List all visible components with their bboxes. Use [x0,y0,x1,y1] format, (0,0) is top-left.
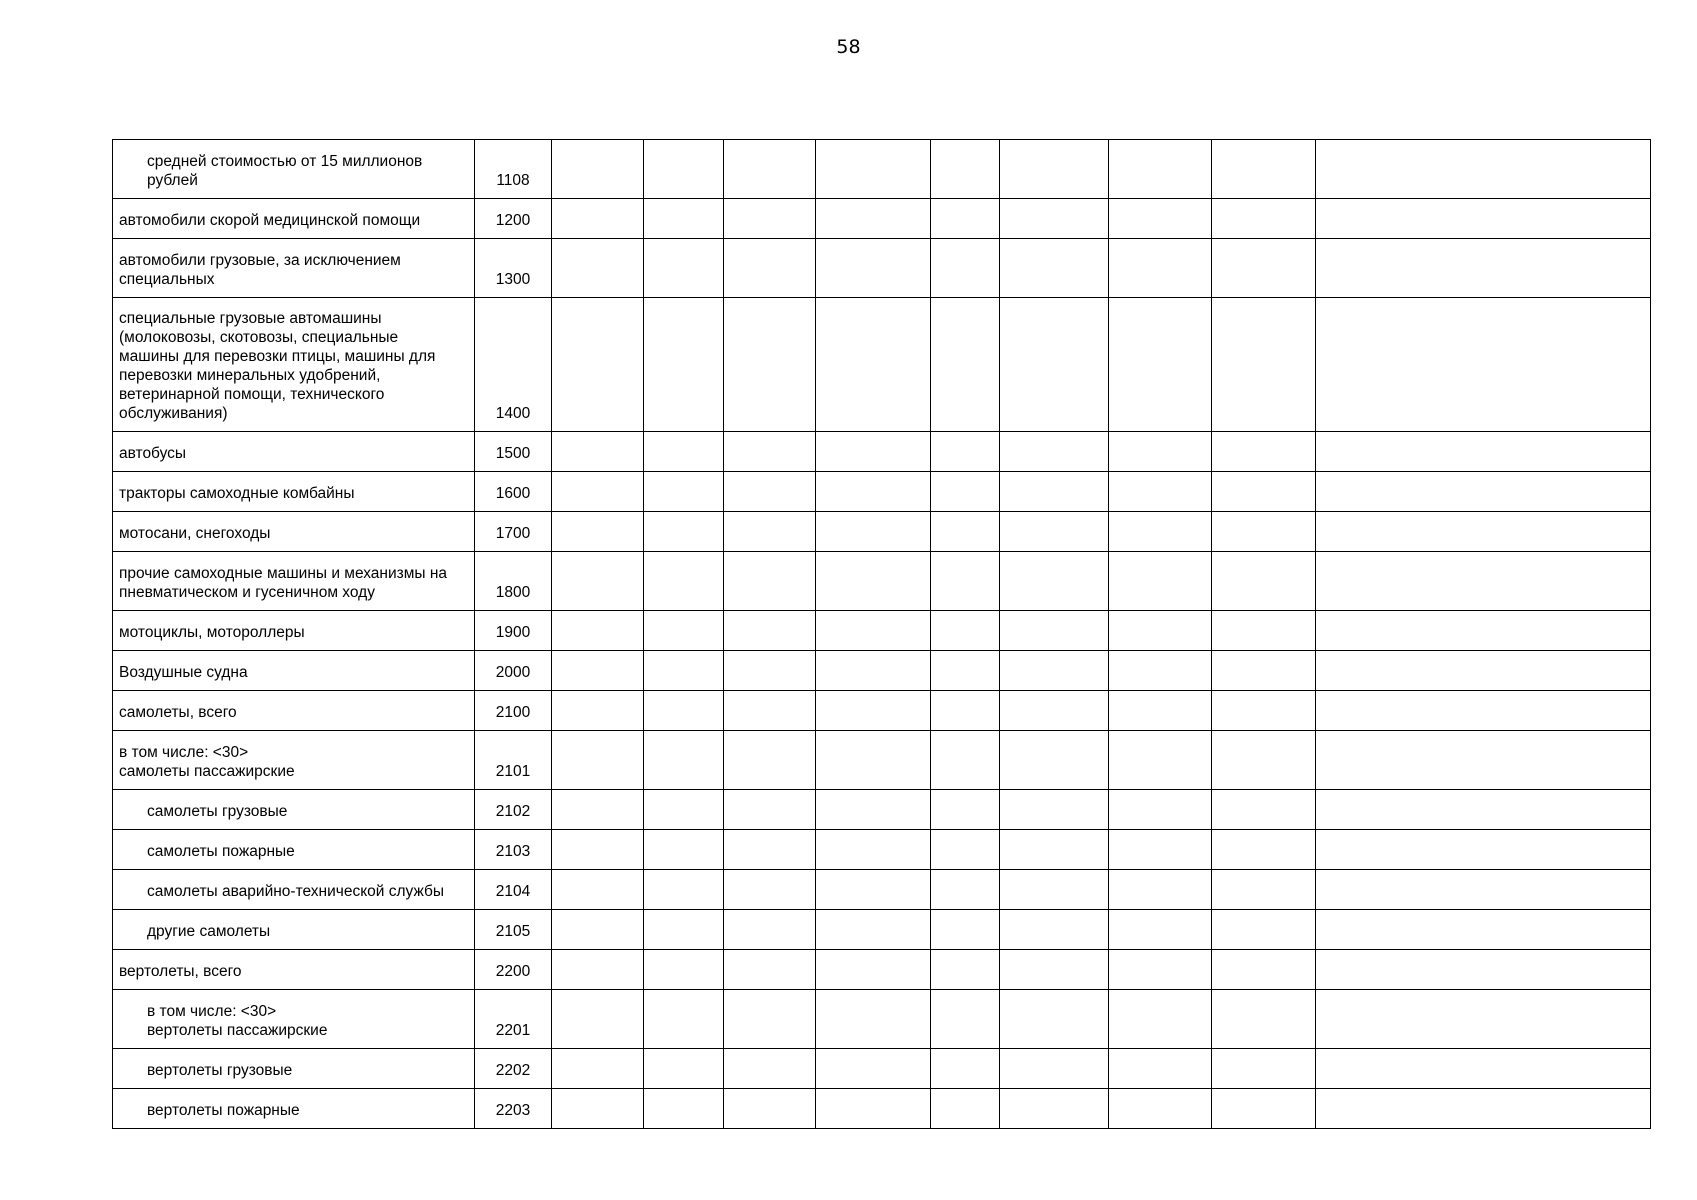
empty-cell [724,611,816,651]
row-name-cell [113,239,475,298]
table-row [113,731,1651,790]
empty-cell [1212,1089,1316,1129]
empty-cell [644,512,724,552]
empty-cell [1000,990,1109,1049]
row-name: другие самолеты [147,923,271,940]
row-name-cell [113,1089,475,1129]
empty-cell [1109,731,1212,790]
empty-cell [1212,140,1316,199]
empty-cell [644,432,724,472]
empty-cell [816,651,931,691]
empty-cell [1212,472,1316,512]
table-row [113,790,1651,830]
empty-cell [724,731,816,790]
empty-cell [1109,298,1212,432]
empty-cell [1109,1049,1212,1089]
empty-cell [644,691,724,731]
empty-cell [644,1049,724,1089]
table-row [113,651,1651,691]
empty-cell [1316,910,1651,950]
empty-cell [816,1049,931,1089]
row-name-cell [113,830,475,870]
empty-cell [1000,239,1109,298]
empty-cell [1109,611,1212,651]
row-name-cell [113,199,475,239]
empty-cell [552,432,644,472]
empty-cell [816,950,931,990]
empty-cell [552,691,644,731]
empty-cell [816,472,931,512]
table-body [113,140,1651,1129]
row-name: автомобили грузовые, за исключением специальных [119,252,401,288]
table-row [113,611,1651,651]
empty-cell [816,830,931,870]
empty-cell [644,870,724,910]
row-code: 2103 [475,830,552,870]
empty-cell [552,552,644,611]
empty-cell [931,432,1000,472]
empty-cell [552,790,644,830]
empty-cell [1316,199,1651,239]
empty-cell [816,790,931,830]
row-name: в том числе: <30> вертолеты пассажирские [147,1003,328,1039]
empty-cell [931,1089,1000,1129]
row-name: специальные грузовые автомашины (молоковозы, скотовозы, специальные машины для перевозки птицы, машины для перевозки минеральных удобрений, ветеринарной помощи, технического обслуживания) [119,310,436,422]
empty-cell [1212,790,1316,830]
empty-cell [1212,239,1316,298]
row-code: 2105 [475,910,552,950]
empty-cell [1212,651,1316,691]
row-name: в том числе: <30> самолеты пассажирские [119,744,295,780]
empty-cell [816,691,931,731]
row-name: мотоциклы, мотороллеры [119,624,305,641]
row-name-cell [113,990,475,1049]
empty-cell [724,432,816,472]
empty-cell [931,298,1000,432]
empty-cell [1212,830,1316,870]
empty-cell [1109,651,1212,691]
row-name: средней стоимостью от 15 миллионов рублей [147,153,423,189]
empty-cell [816,611,931,651]
empty-cell [1316,140,1651,199]
empty-cell [724,552,816,611]
empty-cell [1316,239,1651,298]
table-row [113,1089,1651,1129]
empty-cell [552,651,644,691]
table-row [113,950,1651,990]
empty-cell [1000,790,1109,830]
empty-cell [816,552,931,611]
row-name-cell [113,552,475,611]
row-name: мотосани, снегоходы [119,525,271,542]
empty-cell [931,611,1000,651]
row-code: 2203 [475,1089,552,1129]
row-code: 1400 [475,298,552,432]
row-code: 1800 [475,552,552,611]
row-name-cell [113,432,475,472]
empty-cell [1000,611,1109,651]
empty-cell [1316,472,1651,512]
empty-cell [931,512,1000,552]
empty-cell [931,691,1000,731]
empty-cell [1000,691,1109,731]
empty-cell [724,298,816,432]
empty-cell [816,298,931,432]
empty-cell [1000,1049,1109,1089]
empty-cell [1109,830,1212,870]
empty-cell [724,199,816,239]
empty-cell [1212,1049,1316,1089]
row-name-cell [113,472,475,512]
row-name-cell [113,1049,475,1089]
empty-cell [931,651,1000,691]
empty-cell [644,140,724,199]
row-name: вертолеты пожарные [147,1102,300,1119]
empty-cell [1316,990,1651,1049]
empty-cell [1212,870,1316,910]
empty-cell [1000,199,1109,239]
empty-cell [1212,432,1316,472]
empty-cell [1109,140,1212,199]
empty-cell [552,1089,644,1129]
row-name: автомобили скорой медицинской помощи [119,212,421,229]
row-name: Воздушные судна [119,664,248,681]
empty-cell [931,731,1000,790]
empty-cell [724,651,816,691]
row-name: вертолеты, всего [119,963,242,980]
empty-cell [1109,990,1212,1049]
row-code: 1200 [475,199,552,239]
row-name: самолеты, всего [119,704,237,721]
row-code: 2102 [475,790,552,830]
table-row [113,512,1651,552]
empty-cell [931,199,1000,239]
empty-cell [1316,790,1651,830]
empty-cell [931,950,1000,990]
empty-cell [1109,199,1212,239]
row-name-cell [113,950,475,990]
empty-cell [1109,790,1212,830]
empty-cell [644,651,724,691]
empty-cell [644,731,724,790]
empty-cell [1316,651,1651,691]
row-name-cell [113,731,475,790]
empty-cell [552,731,644,790]
empty-cell [1212,552,1316,611]
empty-cell [1212,611,1316,651]
row-code: 1600 [475,472,552,512]
empty-cell [931,910,1000,950]
row-code: 2104 [475,870,552,910]
empty-cell [931,472,1000,512]
empty-cell [1109,552,1212,611]
empty-cell [1109,512,1212,552]
empty-cell [724,950,816,990]
row-name: вертолеты грузовые [147,1062,293,1079]
empty-cell [1109,870,1212,910]
table-row [113,691,1651,731]
row-name: автобусы [119,445,187,462]
row-name-cell [113,790,475,830]
empty-cell [1212,298,1316,432]
table-row [113,990,1651,1049]
table-row [113,140,1651,199]
row-name-cell [113,140,475,199]
empty-cell [1316,950,1651,990]
empty-cell [816,432,931,472]
empty-cell [724,1049,816,1089]
table-row [113,239,1651,298]
empty-cell [724,1089,816,1129]
row-name-cell [113,298,475,432]
empty-cell [644,611,724,651]
empty-cell [1000,512,1109,552]
empty-cell [1316,731,1651,790]
row-name: тракторы самоходные комбайны [119,485,355,502]
empty-cell [724,910,816,950]
empty-cell [644,199,724,239]
row-code: 1300 [475,239,552,298]
empty-cell [1316,298,1651,432]
empty-cell [1212,199,1316,239]
table-row [113,298,1651,432]
empty-cell [1000,1089,1109,1129]
empty-cell [816,199,931,239]
empty-cell [816,731,931,790]
row-name: самолеты грузовые [147,803,288,820]
empty-cell [724,790,816,830]
empty-cell [1000,552,1109,611]
empty-cell [724,472,816,512]
empty-cell [816,1089,931,1129]
row-name-cell [113,651,475,691]
empty-cell [644,298,724,432]
empty-cell [816,990,931,1049]
empty-cell [816,512,931,552]
empty-cell [816,910,931,950]
empty-cell [1000,910,1109,950]
row-code: 1108 [475,140,552,199]
empty-cell [552,830,644,870]
row-code: 2100 [475,691,552,731]
empty-cell [1109,691,1212,731]
empty-cell [931,830,1000,870]
empty-cell [1212,731,1316,790]
empty-cell [644,790,724,830]
empty-cell [552,239,644,298]
empty-cell [552,512,644,552]
empty-cell [552,199,644,239]
empty-cell [1109,950,1212,990]
empty-cell [1000,950,1109,990]
empty-cell [931,990,1000,1049]
table-row [113,910,1651,950]
row-code: 2200 [475,950,552,990]
empty-cell [552,950,644,990]
empty-cell [1000,731,1109,790]
empty-cell [724,512,816,552]
empty-cell [552,140,644,199]
empty-cell [931,239,1000,298]
row-code: 1900 [475,611,552,651]
page-number: 58 [836,36,861,58]
empty-cell [1000,651,1109,691]
empty-cell [1212,910,1316,950]
row-name: прочие самоходные машины и механизмы на пневматическом и гусеничном ходу [119,565,448,601]
row-code: 2101 [475,731,552,790]
empty-cell [1316,1089,1651,1129]
row-name-cell [113,910,475,950]
empty-cell [1316,512,1651,552]
empty-cell [931,552,1000,611]
empty-cell [644,990,724,1049]
table-row [113,1049,1651,1089]
empty-cell [1000,472,1109,512]
empty-cell [1316,432,1651,472]
empty-cell [644,552,724,611]
row-name: самолеты аварийно-технической службы [147,883,445,900]
empty-cell [1212,512,1316,552]
empty-cell [1000,140,1109,199]
empty-cell [816,140,931,199]
empty-cell [931,790,1000,830]
empty-cell [552,910,644,950]
table-row [113,199,1651,239]
empty-cell [1316,870,1651,910]
empty-cell [724,990,816,1049]
empty-cell [644,239,724,298]
empty-cell [931,140,1000,199]
empty-cell [931,1049,1000,1089]
empty-cell [724,140,816,199]
empty-cell [644,950,724,990]
empty-cell [1000,870,1109,910]
empty-cell [1109,910,1212,950]
empty-cell [1000,432,1109,472]
row-code: 1700 [475,512,552,552]
empty-cell [644,1089,724,1129]
row-name-cell [113,870,475,910]
empty-cell [1109,239,1212,298]
empty-cell [1109,1089,1212,1129]
table-row [113,432,1651,472]
empty-cell [552,990,644,1049]
empty-cell [1316,611,1651,651]
data-table [112,139,1651,1129]
row-name-cell [113,691,475,731]
empty-cell [724,830,816,870]
row-name-cell [113,512,475,552]
empty-cell [552,472,644,512]
row-code: 2202 [475,1049,552,1089]
empty-cell [644,472,724,512]
row-code: 1500 [475,432,552,472]
empty-cell [724,691,816,731]
row-code: 2201 [475,990,552,1049]
empty-cell [1000,830,1109,870]
empty-cell [644,910,724,950]
empty-cell [1316,552,1651,611]
empty-cell [1109,432,1212,472]
empty-cell [552,298,644,432]
empty-cell [1212,691,1316,731]
empty-cell [1212,990,1316,1049]
empty-cell [552,611,644,651]
empty-cell [724,239,816,298]
table-row [113,870,1651,910]
empty-cell [931,870,1000,910]
table-row [113,552,1651,611]
empty-cell [644,830,724,870]
empty-cell [1316,830,1651,870]
table-row [113,830,1651,870]
empty-cell [1316,1049,1651,1089]
empty-cell [552,1049,644,1089]
empty-cell [816,239,931,298]
empty-cell [1316,691,1651,731]
row-code: 2000 [475,651,552,691]
row-name: самолеты пожарные [147,843,295,860]
empty-cell [1000,298,1109,432]
empty-cell [816,870,931,910]
row-name-cell [113,611,475,651]
table-row [113,472,1651,512]
empty-cell [1212,950,1316,990]
empty-cell [552,870,644,910]
empty-cell [724,870,816,910]
empty-cell [1109,472,1212,512]
